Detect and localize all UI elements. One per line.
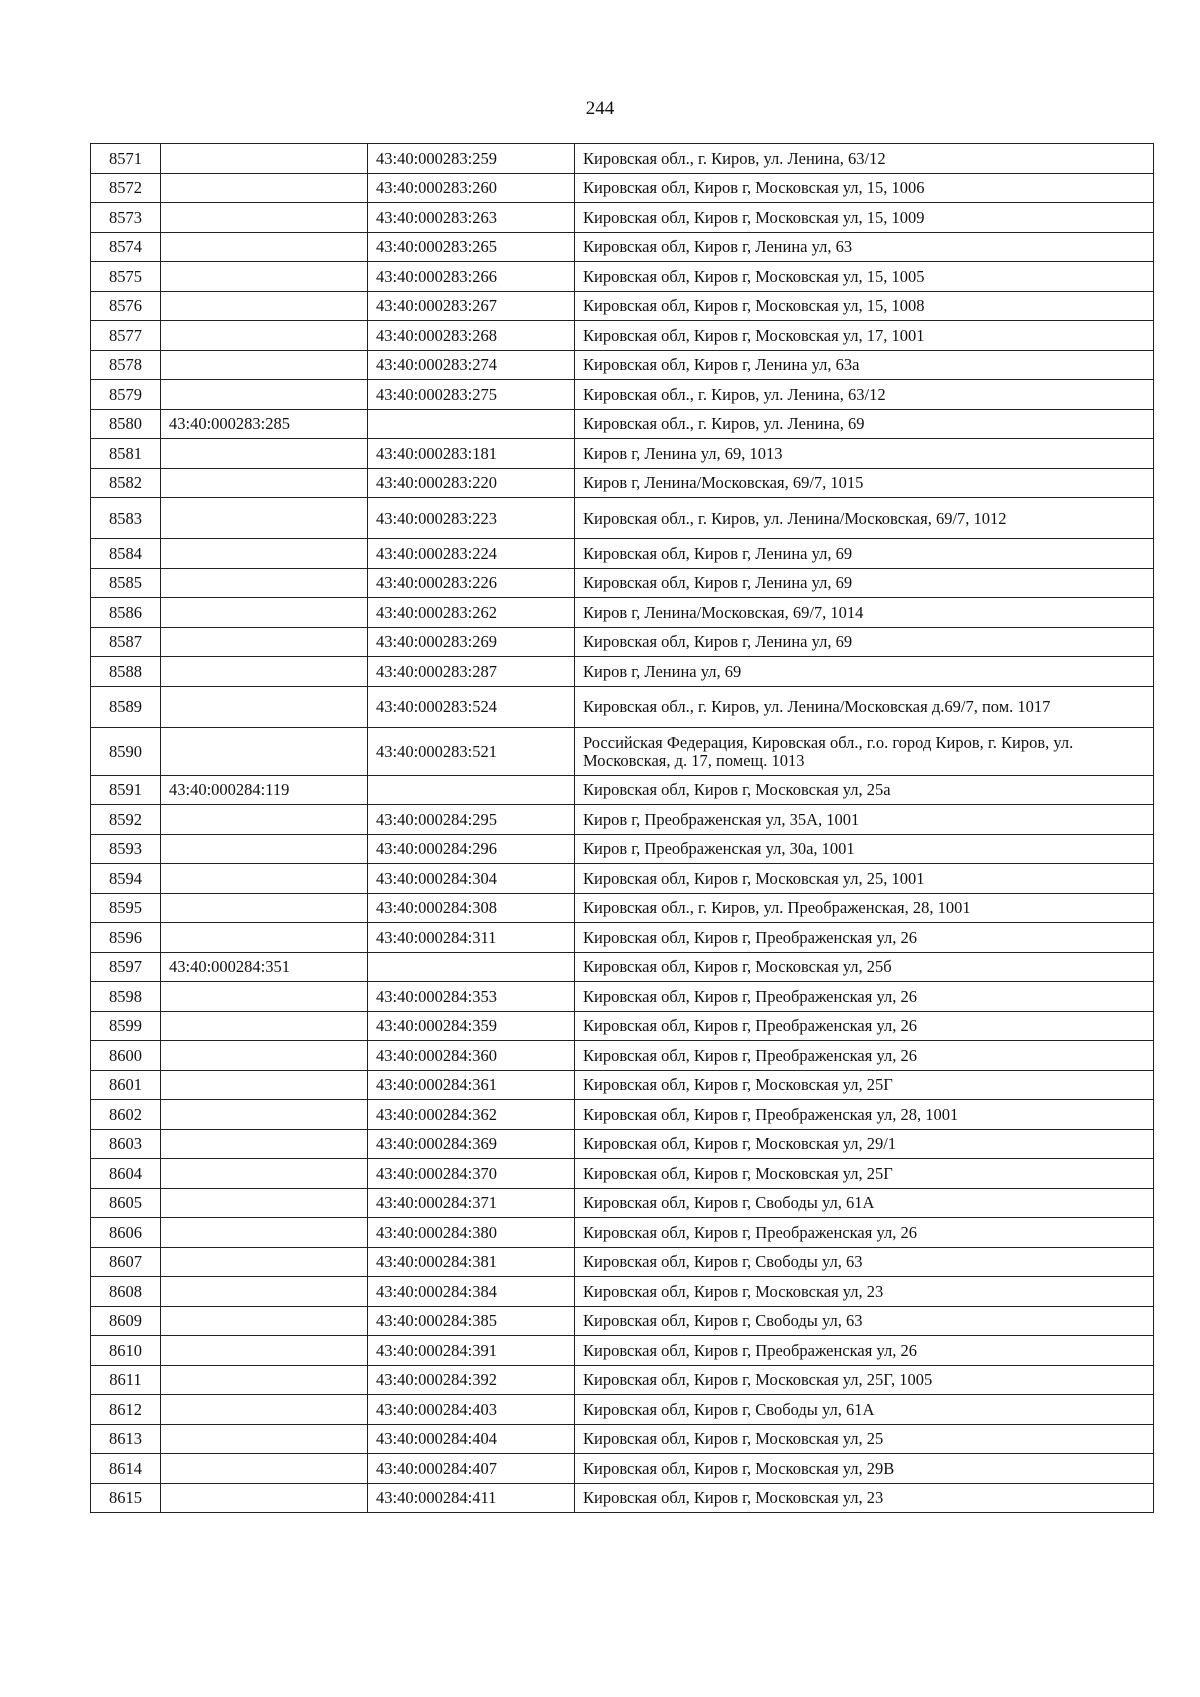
cadastral-number-cell: 43:40:000284:308 [368,893,575,923]
address-cell: Российская Федерация, Кировская обл., г.о. город Киров, г. Киров, ул. Московская, д. 17, помещ. 1013 [575,727,1154,775]
table-row [91,232,1154,262]
address-cell: Кировская обл, Киров г, Московская ул, 25, 1001 [575,864,1154,894]
cadastral-number-cell: 43:40:000283:260 [368,173,575,203]
parent-cadastral-number-cell [161,1365,368,1395]
parent-cadastral-number-cell [161,468,368,498]
cadastral-number-cell: 43:40:000284:295 [368,805,575,835]
cadastral-number-cell: 43:40:000284:361 [368,1070,575,1100]
address-cell: Кировская обл, Киров г, Преображенская ул, 26 [575,982,1154,1012]
parent-cadastral-number-cell [161,1424,368,1454]
address-cell: Кировская обл, Киров г, Ленина ул, 69 [575,627,1154,657]
row-number-cell: 8583 [91,498,161,539]
cadastral-number-cell: 43:40:000284:403 [368,1395,575,1425]
row-number-cell: 8603 [91,1129,161,1159]
row-number-cell: 8601 [91,1070,161,1100]
row-number-cell: 8608 [91,1277,161,1307]
parent-cadastral-number-cell [161,1070,368,1100]
parent-cadastral-number-cell: 43:40:000284:119 [161,775,368,805]
registry-table-body [91,144,1154,1513]
row-number-cell: 8594 [91,864,161,894]
parent-cadastral-number-cell [161,727,368,775]
parent-cadastral-number-cell [161,173,368,203]
row-number-cell: 8604 [91,1159,161,1189]
cadastral-number-cell: 43:40:000284:411 [368,1483,575,1513]
table-row [91,923,1154,953]
address-cell: Киров г, Ленина ул, 69 [575,657,1154,687]
table-row [91,568,1154,598]
row-number-cell: 8587 [91,627,161,657]
address-cell: Кировская обл, Киров г, Московская ул, 25б [575,952,1154,982]
address-cell: Кировская обл, Киров г, Московская ул, 25Г [575,1070,1154,1100]
table-row [91,350,1154,380]
address-cell: Киров г, Преображенская ул, 30а, 1001 [575,834,1154,864]
cadastral-number-cell: 43:40:000284:304 [368,864,575,894]
row-number-cell: 8612 [91,1395,161,1425]
parent-cadastral-number-cell [161,686,368,727]
cadastral-number-cell: 43:40:000284:404 [368,1424,575,1454]
row-number-cell: 8589 [91,686,161,727]
table-row [91,1100,1154,1130]
parent-cadastral-number-cell [161,893,368,923]
parent-cadastral-number-cell [161,834,368,864]
row-number-cell: 8573 [91,203,161,233]
table-row [91,539,1154,569]
address-cell: Кировская обл, Киров г, Московская ул, 15, 1008 [575,291,1154,321]
parent-cadastral-number-cell [161,1218,368,1248]
parent-cadastral-number-cell [161,805,368,835]
cadastral-number-cell: 43:40:000283:269 [368,627,575,657]
table-row [91,1159,1154,1189]
address-cell: Киров г, Ленина/Московская, 69/7, 1015 [575,468,1154,498]
table-row [91,1041,1154,1071]
cadastral-number-cell: 43:40:000284:311 [368,923,575,953]
table-row [91,1011,1154,1041]
parent-cadastral-number-cell [161,1011,368,1041]
address-cell: Кировская обл, Киров г, Свободы ул, 61А [575,1395,1154,1425]
parent-cadastral-number-cell: 43:40:000284:351 [161,952,368,982]
row-number-cell: 8576 [91,291,161,321]
address-cell: Кировская обл, Киров г, Свободы ул, 63 [575,1306,1154,1336]
row-number-cell: 8571 [91,144,161,174]
table-row [91,1218,1154,1248]
cadastral-number-cell: 43:40:000283:268 [368,321,575,351]
row-number-cell: 8588 [91,657,161,687]
row-number-cell: 8590 [91,727,161,775]
row-number-cell: 8595 [91,893,161,923]
table-row [91,598,1154,628]
row-number-cell: 8611 [91,1365,161,1395]
row-number-cell: 8574 [91,232,161,262]
table-row [91,952,1154,982]
row-number-cell: 8585 [91,568,161,598]
parent-cadastral-number-cell [161,923,368,953]
address-cell: Кировская обл, Киров г, Преображенская ул, 26 [575,1041,1154,1071]
parent-cadastral-number-cell [161,598,368,628]
row-number-cell: 8600 [91,1041,161,1071]
address-cell: Кировская обл, Киров г, Преображенская ул, 28, 1001 [575,1100,1154,1130]
address-cell: Кировская обл, Киров г, Московская ул, 15, 1006 [575,173,1154,203]
row-number-cell: 8606 [91,1218,161,1248]
address-cell: Кировская обл, Киров г, Московская ул, 17, 1001 [575,321,1154,351]
cadastral-number-cell: 43:40:000283:262 [368,598,575,628]
row-number-cell: 8586 [91,598,161,628]
parent-cadastral-number-cell [161,1306,368,1336]
address-cell: Кировская обл, Киров г, Московская ул, 25а [575,775,1154,805]
row-number-cell: 8577 [91,321,161,351]
parent-cadastral-number-cell [161,982,368,1012]
address-cell: Кировская обл, Киров г, Ленина ул, 63а [575,350,1154,380]
row-number-cell: 8607 [91,1247,161,1277]
address-cell: Киров г, Ленина ул, 69, 1013 [575,439,1154,469]
parent-cadastral-number-cell [161,380,368,410]
parent-cadastral-number-cell [161,1247,368,1277]
parent-cadastral-number-cell [161,1483,368,1513]
row-number-cell: 8584 [91,539,161,569]
cadastral-number-cell: 43:40:000283:263 [368,203,575,233]
row-number-cell: 8596 [91,923,161,953]
parent-cadastral-number-cell [161,627,368,657]
cadastral-number-cell: 43:40:000284:369 [368,1129,575,1159]
cadastral-number-cell [368,775,575,805]
cadastral-number-cell: 43:40:000283:223 [368,498,575,539]
cadastral-number-cell: 43:40:000283:224 [368,539,575,569]
address-cell: Киров г, Преображенская ул, 35А, 1001 [575,805,1154,835]
table-row [91,627,1154,657]
table-row [91,982,1154,1012]
address-cell: Кировская обл, Киров г, Московская ул, 25 [575,1424,1154,1454]
address-cell: Кировская обл., г. Киров, ул. Ленина/Московская д.69/7, пом. 1017 [575,686,1154,727]
address-cell: Кировская обл, Киров г, Московская ул, 25Г, 1005 [575,1365,1154,1395]
table-row [91,439,1154,469]
parent-cadastral-number-cell [161,1454,368,1484]
parent-cadastral-number-cell [161,203,368,233]
address-cell: Киров г, Ленина/Московская, 69/7, 1014 [575,598,1154,628]
table-row [91,173,1154,203]
parent-cadastral-number-cell: 43:40:000283:285 [161,409,368,439]
parent-cadastral-number-cell [161,321,368,351]
address-cell: Кировская обл, Киров г, Преображенская ул, 26 [575,1011,1154,1041]
parent-cadastral-number-cell [161,498,368,539]
table-row [91,893,1154,923]
table-row [91,1424,1154,1454]
address-cell: Кировская обл, Киров г, Ленина ул, 69 [575,539,1154,569]
address-cell: Кировская обл, Киров г, Ленина ул, 63 [575,232,1154,262]
parent-cadastral-number-cell [161,1336,368,1366]
address-cell: Кировская обл, Киров г, Преображенская ул, 26 [575,923,1154,953]
row-number-cell: 8593 [91,834,161,864]
table-row [91,657,1154,687]
row-number-cell: 8615 [91,1483,161,1513]
table-row [91,262,1154,292]
cadastral-number-cell [368,409,575,439]
row-number-cell: 8610 [91,1336,161,1366]
parent-cadastral-number-cell [161,1277,368,1307]
cadastral-number-cell: 43:40:000284:385 [368,1306,575,1336]
cadastral-number-cell: 43:40:000283:265 [368,232,575,262]
row-number-cell: 8582 [91,468,161,498]
row-number-cell: 8578 [91,350,161,380]
table-row [91,203,1154,233]
parent-cadastral-number-cell [161,568,368,598]
cadastral-number-cell: 43:40:000284:360 [368,1041,575,1071]
cadastral-number-cell: 43:40:000284:392 [368,1365,575,1395]
cadastral-number-cell: 43:40:000284:353 [368,982,575,1012]
address-cell: Кировская обл, Киров г, Московская ул, 25Г [575,1159,1154,1189]
table-row [91,805,1154,835]
registry-table [90,143,1154,1513]
table-row [91,468,1154,498]
cadastral-number-cell: 43:40:000284:359 [368,1011,575,1041]
address-cell: Кировская обл, Киров г, Московская ул, 29/1 [575,1129,1154,1159]
row-number-cell: 8598 [91,982,161,1012]
row-number-cell: 8614 [91,1454,161,1484]
address-cell: Кировская обл, Киров г, Московская ул, 29В [575,1454,1154,1484]
cadastral-number-cell: 43:40:000283:521 [368,727,575,775]
parent-cadastral-number-cell [161,1041,368,1071]
parent-cadastral-number-cell [161,350,368,380]
table-row [91,775,1154,805]
row-number-cell: 8592 [91,805,161,835]
table-row [91,498,1154,539]
cadastral-number-cell: 43:40:000283:226 [368,568,575,598]
address-cell: Кировская обл, Киров г, Московская ул, 23 [575,1483,1154,1513]
row-number-cell: 8575 [91,262,161,292]
cadastral-number-cell: 43:40:000284:380 [368,1218,575,1248]
cadastral-number-cell: 43:40:000284:381 [368,1247,575,1277]
address-cell: Кировская обл, Киров г, Свободы ул, 63 [575,1247,1154,1277]
cadastral-number-cell: 43:40:000283:287 [368,657,575,687]
address-cell: Кировская обл, Киров г, Московская ул, 15, 1005 [575,262,1154,292]
address-cell: Кировская обл, Киров г, Свободы ул, 61А [575,1188,1154,1218]
cadastral-number-cell: 43:40:000283:259 [368,144,575,174]
address-cell: Кировская обл, Киров г, Преображенская ул, 26 [575,1218,1154,1248]
parent-cadastral-number-cell [161,262,368,292]
row-number-cell: 8580 [91,409,161,439]
address-cell: Кировская обл., г. Киров, ул. Ленина, 63/12 [575,144,1154,174]
table-row [91,1247,1154,1277]
address-cell: Кировская обл., г. Киров, ул. Ленина, 69 [575,409,1154,439]
row-number-cell: 8572 [91,173,161,203]
page-number: 244 [585,98,615,119]
cadastral-number-cell: 43:40:000283:524 [368,686,575,727]
parent-cadastral-number-cell [161,864,368,894]
row-number-cell: 8602 [91,1100,161,1130]
parent-cadastral-number-cell [161,1129,368,1159]
address-cell: Кировская обл., г. Киров, ул. Ленина/Московская, 69/7, 1012 [575,498,1154,539]
table-row [91,409,1154,439]
parent-cadastral-number-cell [161,1159,368,1189]
table-row [91,1070,1154,1100]
address-cell: Кировская обл, Киров г, Московская ул, 15, 1009 [575,203,1154,233]
table-row [91,380,1154,410]
table-row [91,686,1154,727]
row-number-cell: 8597 [91,952,161,982]
table-row [91,321,1154,351]
table-row [91,1454,1154,1484]
row-number-cell: 8581 [91,439,161,469]
row-number-cell: 8599 [91,1011,161,1041]
cadastral-number-cell: 43:40:000284:407 [368,1454,575,1484]
table-row [91,727,1154,775]
row-number-cell: 8609 [91,1306,161,1336]
cadastral-number-cell: 43:40:000284:362 [368,1100,575,1130]
parent-cadastral-number-cell [161,1395,368,1425]
address-cell: Кировская обл, Киров г, Московская ул, 23 [575,1277,1154,1307]
parent-cadastral-number-cell [161,1100,368,1130]
parent-cadastral-number-cell [161,439,368,469]
row-number-cell: 8579 [91,380,161,410]
row-number-cell: 8613 [91,1424,161,1454]
cadastral-number-cell: 43:40:000284:371 [368,1188,575,1218]
cadastral-number-cell: 43:40:000283:220 [368,468,575,498]
table-row [91,864,1154,894]
parent-cadastral-number-cell [161,1188,368,1218]
cadastral-number-cell: 43:40:000284:384 [368,1277,575,1307]
table-row [91,1483,1154,1513]
cadastral-number-cell: 43:40:000284:391 [368,1336,575,1366]
address-cell: Кировская обл., г. Киров, ул. Ленина, 63/12 [575,380,1154,410]
parent-cadastral-number-cell [161,657,368,687]
address-cell: Кировская обл, Киров г, Ленина ул, 69 [575,568,1154,598]
cadastral-number-cell: 43:40:000283:267 [368,291,575,321]
cadastral-number-cell: 43:40:000283:274 [368,350,575,380]
row-number-cell: 8591 [91,775,161,805]
row-number-cell: 8605 [91,1188,161,1218]
cadastral-number-cell [368,952,575,982]
table-row [91,1395,1154,1425]
table-row [91,834,1154,864]
cadastral-number-cell: 43:40:000283:275 [368,380,575,410]
parent-cadastral-number-cell [161,291,368,321]
table-row [91,1277,1154,1307]
table-row [91,1306,1154,1336]
table-row [91,1188,1154,1218]
cadastral-number-cell: 43:40:000284:296 [368,834,575,864]
parent-cadastral-number-cell [161,539,368,569]
parent-cadastral-number-cell [161,232,368,262]
table-row [91,1365,1154,1395]
parent-cadastral-number-cell [161,144,368,174]
cadastral-number-cell: 43:40:000283:181 [368,439,575,469]
cadastral-number-cell: 43:40:000284:370 [368,1159,575,1189]
table-row [91,144,1154,174]
table-row [91,291,1154,321]
table-row [91,1129,1154,1159]
address-cell: Кировская обл., г. Киров, ул. Преображенская, 28, 1001 [575,893,1154,923]
address-cell: Кировская обл, Киров г, Преображенская ул, 26 [575,1336,1154,1366]
cadastral-number-cell: 43:40:000283:266 [368,262,575,292]
table-row [91,1336,1154,1366]
